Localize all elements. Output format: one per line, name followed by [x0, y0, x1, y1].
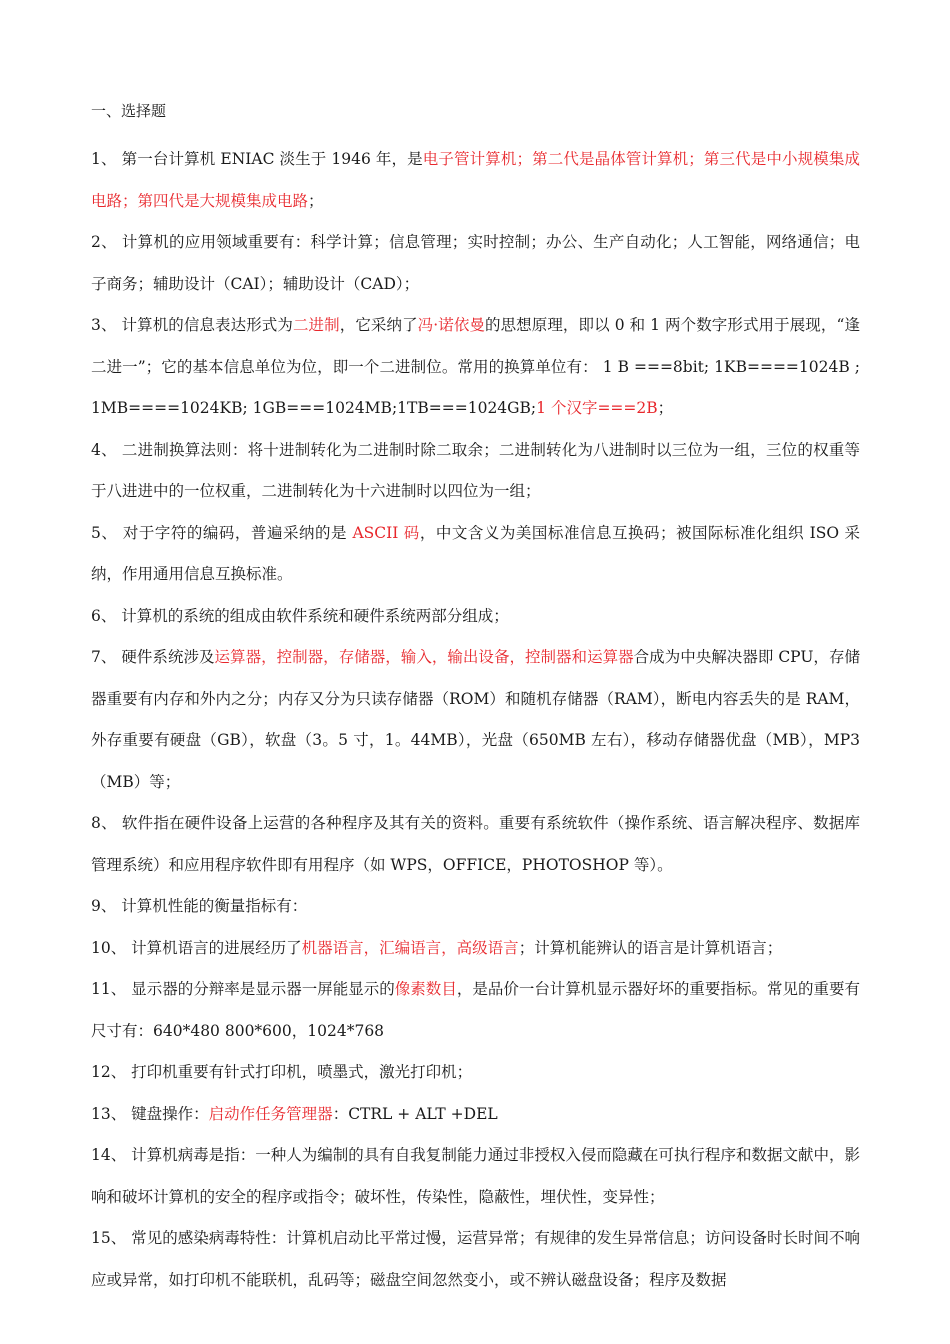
item-text: 的思想原理，即以 0 和 1 两个数字形式用于展现，“逢二进一”；它的基本信息单位为位，即一个二进制位。常用的换算单位有： 1 B ===8bit; 1KB====1024B ;1MB====1024KB; 1GB===1024MB;1TB===1024GB;: [91, 316, 860, 417]
item-text: ，中文含义为美国标准信息互换码；被国际标准化组织 ISO 采纳，作用通用信息互换标准。: [91, 523, 860, 583]
item-text: 合成为中央解决器即 CPU，存储器重要有内存和外内之分；内存又分为只读存储器（ROM）和随机存储器（RAM），断电内容丢失的是 RAM，外存重要有硬盘（GB），软盘（3。5 寸，1。44MB），光盘（650MB 左右），移动存储器优盘（MB），MP3（MB）等；: [91, 648, 860, 791]
item-text: ；计算机能辨认的语言是计算机语言；: [518, 938, 783, 957]
item-text: 常见的感染病毒特性：计算机启动比平常过慢，运营异常；有规律的发生异常信息；访问设备时长时间不响应或异常，如打印机不能联机，乱码等；磁盘空间忽然变小，或不辨认磁盘设备；程序及数据: [91, 1229, 860, 1289]
item-number: 3、: [91, 316, 117, 334]
item-text: 计算机病毒是指：一种人为编制的具有自我复制能力通过非授权入侵而隐藏在可执行程序和数据文献中，影响和破坏计算机的安全的程序或指令；破坏性，传染性，隐蔽性，埋伏性，变异性；: [91, 1146, 860, 1206]
question-item: [91, 803, 860, 886]
item-text: 硬件系统涉及: [116, 648, 215, 666]
item-text: ；: [657, 399, 674, 417]
item-text: 第一台计算机 ENIAC 淡生于 1946 年，是: [116, 150, 423, 168]
item-number: 7、: [91, 648, 117, 666]
highlighted-text: 1 个汉字===2B: [536, 399, 658, 417]
question-item: [91, 1094, 860, 1136]
item-text: 计算机的系统的组成由软件系统和硬件系统两部分组成；: [116, 606, 509, 625]
highlighted-text: ASCII 码: [352, 523, 420, 542]
highlighted-text: 启动作任务管理器: [208, 1104, 333, 1123]
item-number: 6、: [91, 606, 117, 625]
item-text: ，是品价一台计算机显示器好坏的重要指标。常见的重要有尺寸有：640*480 800*600，1024*768: [91, 980, 860, 1040]
question-item: [91, 928, 860, 970]
item-number: 5、: [91, 523, 118, 542]
item-number: 4、: [91, 440, 117, 459]
item-number: 2、: [91, 233, 117, 251]
item-number: 10、: [91, 938, 127, 957]
item-text: 显示器的分辩率是显示器一屏能显示的: [126, 980, 395, 998]
item-number: 9、: [91, 897, 117, 915]
question-item: [91, 596, 860, 638]
question-item: [91, 139, 860, 222]
question-item: [91, 969, 860, 1052]
highlighted-text: 二进制: [292, 316, 340, 334]
question-item: [91, 430, 860, 513]
item-text: 计算机性能的衡量指标有：: [116, 897, 308, 915]
item-text: 计算机语言的进展经历了: [126, 938, 302, 957]
question-list: [91, 139, 860, 1301]
item-text: 对于字符的编码，普遍采纳的是: [117, 523, 353, 542]
item-number: 11、: [91, 980, 127, 998]
question-item: [91, 305, 860, 430]
question-item: [91, 1135, 860, 1218]
item-number: 8、: [91, 814, 117, 832]
item-text: 软件指在硬件设备上运营的各种程序及其有关的资料。重要有系统软件（操作系统、语言解决程序、数据库管理系统）和应用程序软件即有用程序（如 WPS，OFFICE，PHOTOSHOP 等）。: [91, 814, 860, 874]
question-item: [91, 1052, 860, 1094]
item-text: 计算机的信息表达形式为: [116, 316, 293, 334]
section-title: 一、选择题: [91, 102, 167, 120]
question-item: [91, 1218, 860, 1301]
highlighted-text: 像素数目: [394, 980, 457, 998]
item-number: 12、: [91, 1063, 127, 1081]
item-text: 键盘操作：: [126, 1104, 209, 1123]
item-text: ，它采纳了: [339, 316, 418, 334]
question-item: [91, 222, 860, 305]
item-text: 打印机重要有针式打印机，喷墨式，激光打印机；: [126, 1063, 473, 1081]
highlighted-text: 冯·诺依曼: [417, 316, 486, 334]
item-text: ；: [308, 191, 324, 210]
item-text: 计算机的应用领域重要有：科学计算；信息管理；实时控制；办公、生产自动化；人工智能，网络通信；电子商务；辅助设计（CAI）；辅助设计（CAD）；: [91, 233, 860, 293]
question-item: [91, 886, 860, 928]
item-text: ：CTRL + ALT +DEL: [332, 1104, 498, 1123]
highlighted-text: 电子管计算机；第二代是晶体管计算机；第三代是中小规模集成电路；第四代是大规模集成电路: [91, 150, 860, 210]
question-item: [91, 637, 860, 803]
highlighted-text: 运算器，控制器，存储器，输入，输出设备，控制器和运算器: [214, 648, 634, 666]
item-number: 13、: [91, 1104, 127, 1123]
item-number: 1、: [91, 150, 117, 168]
item-text: 二进制换算法则：将十进制转化为二进制时除二取余；二进制转化为八进制时以三位为一组，三位的权重等于八进进中的一位权重，二进制转化为十六进制时以四位为一组；: [91, 440, 860, 500]
item-number: 15、: [91, 1229, 127, 1247]
question-item: [91, 513, 860, 596]
item-number: 14、: [91, 1146, 127, 1164]
highlighted-text: 机器语言，汇编语言，高级语言: [301, 938, 519, 957]
